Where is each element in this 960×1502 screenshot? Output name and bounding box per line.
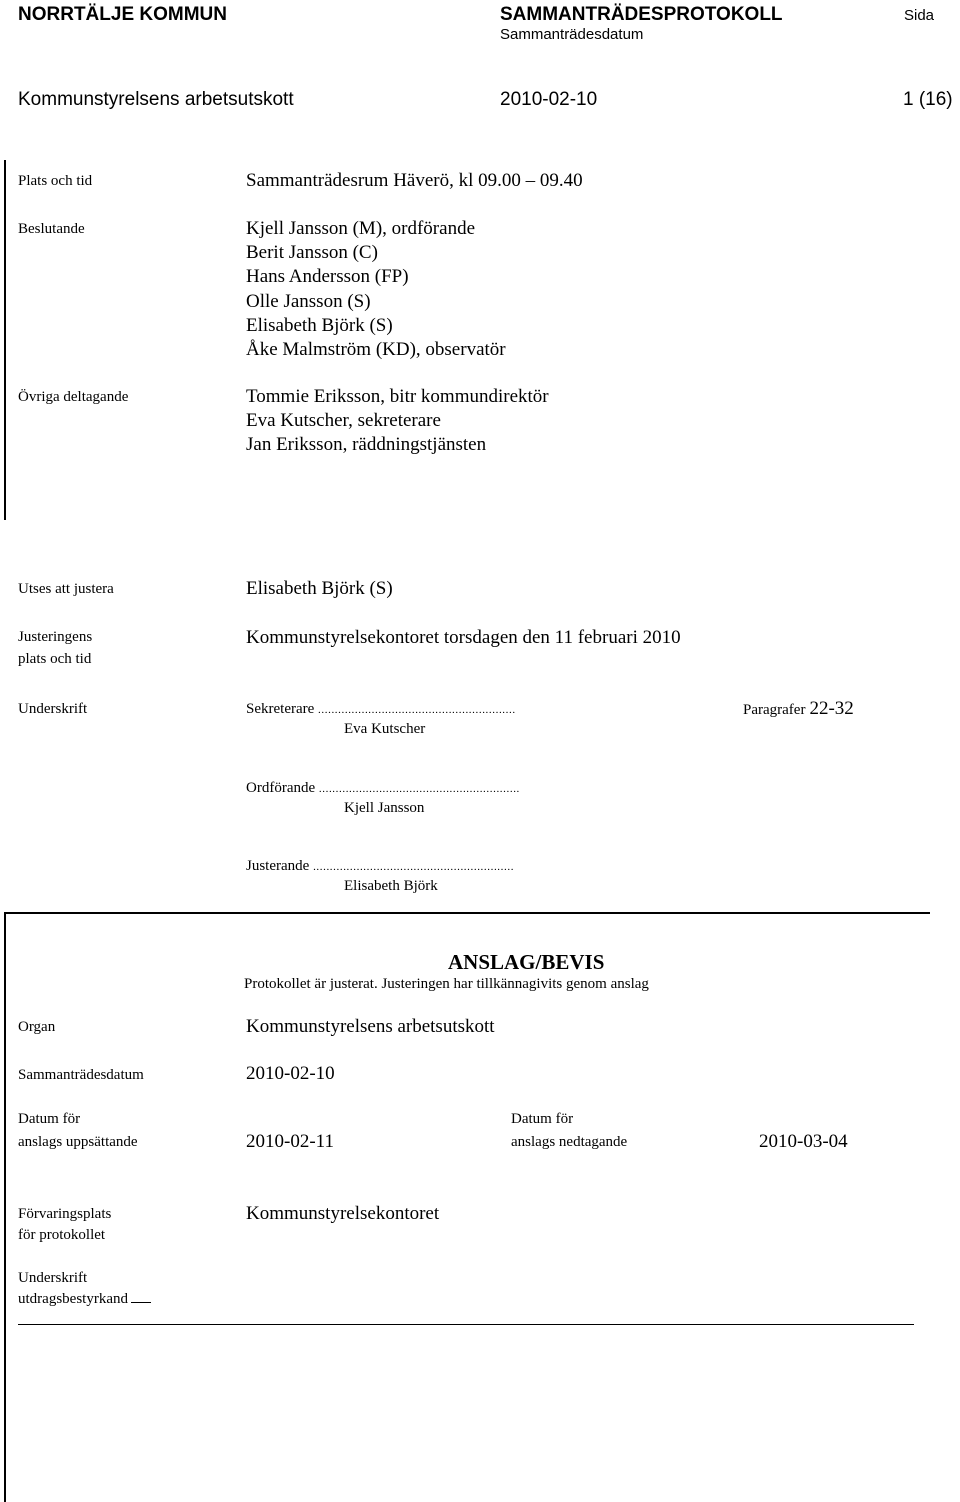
certification-line [18, 1324, 914, 1325]
chair-name: Kjell Jansson [344, 800, 425, 816]
committee-name: Kommunstyrelsens arbetsutskott [18, 89, 294, 110]
paragraphs [743, 698, 854, 720]
cert-underline [131, 1302, 151, 1303]
meeting-date: 2010-02-10 [500, 89, 598, 110]
decider-item: Elisabeth Björk (S) [246, 314, 393, 336]
document-type: SAMMANTRÄDESPROTOKOLL [500, 4, 783, 25]
page-label: Sida [904, 7, 935, 24]
cert-label-2 [18, 1291, 151, 1308]
decider-item: Olle Jansson (S) [246, 290, 371, 312]
secretary-signature-line [246, 701, 516, 718]
posted-label-2: anslags uppsättande [18, 1134, 138, 1150]
cert-label-text: utdragsbestyrkand [18, 1291, 128, 1307]
storage-label-2: för protokollet [18, 1227, 106, 1243]
others-list [246, 385, 549, 458]
decider-item: Åke Malmström (KD), observatör [246, 339, 506, 361]
organ-label: Organ [18, 1019, 56, 1035]
municipality-name: NORRTÄLJE KOMMUN [18, 4, 227, 25]
meeting-date-label: Sammanträdesdatum [18, 1067, 144, 1083]
participant-item: Eva Kutscher, sekreterare [246, 410, 441, 432]
place-label: Plats och tid [18, 173, 93, 189]
storage-value: Kommunstyrelsekontoret [246, 1203, 440, 1224]
secretary-name: Eva Kutscher [344, 721, 426, 737]
participant-item: Jan Eriksson, räddningstjänsten [246, 434, 487, 456]
paragraphs-label: Paragrafer [743, 702, 806, 718]
secretary-label: Sekreterare [246, 701, 315, 717]
adjuster-dots: ............................................................ [313, 861, 515, 873]
posted-label: Datum för [18, 1111, 81, 1127]
notice-title: ANSLAG/BEVIS [448, 950, 605, 974]
signature-label: Underskrift [18, 701, 88, 717]
adjust-place-label: Justeringens [18, 629, 93, 645]
decider-item: Kjell Jansson (M), ordförande [246, 218, 476, 239]
removed-label-2: anslags nedtagande [511, 1134, 628, 1150]
removed-label: Datum för [511, 1111, 574, 1127]
decider-item: Berit Jansson (C) [246, 242, 378, 264]
adjuster-sign-label: Justerande [246, 858, 310, 874]
page-number: 1 (16) [903, 89, 953, 110]
chair-signature-line [246, 780, 520, 797]
others-label: Övriga deltagande [18, 389, 129, 405]
adjuster-value: Elisabeth Björk (S) [246, 578, 393, 599]
adjust-place-value: Kommunstyrelsekontoret torsdagen den 11 februari 2010 [246, 627, 681, 648]
chair-label: Ordförande [246, 780, 316, 796]
meeting-date-value: 2010-02-10 [246, 1063, 335, 1084]
secretary-dots: ........................................................... [318, 704, 516, 716]
removed-date: 2010-03-04 [759, 1131, 848, 1152]
organ-value: Kommunstyrelsens arbetsutskott [246, 1016, 495, 1037]
deciders-label: Beslutande [18, 221, 85, 237]
decider-item: Hans Andersson (FP) [246, 266, 409, 288]
paragraphs-value: 22-32 [809, 698, 854, 719]
adjuster-label: Utses att justera [18, 581, 114, 597]
adjuster-signature-line [246, 858, 514, 875]
notice-subtitle: Protokollet är justerat. Justeringen har tillkännagivits genom anslag [244, 976, 649, 992]
deciders-list [246, 217, 506, 362]
cert-label: Underskrift [18, 1270, 88, 1286]
posted-date: 2010-02-11 [246, 1131, 334, 1152]
margin-line-top [4, 160, 6, 520]
margin-line-bottom [4, 913, 6, 1502]
participant-item: Tommie Eriksson, bitr kommundirektör [246, 386, 549, 407]
adjust-place-label-2: plats och tid [18, 651, 92, 667]
document-subtitle: Sammanträdesdatum [500, 26, 644, 43]
adjuster-sign-name: Elisabeth Björk [344, 878, 438, 894]
chair-dots: ............................................................ [318, 783, 520, 795]
section-divider [4, 912, 930, 914]
storage-label: Förvaringsplats [18, 1206, 112, 1222]
place-value: Sammanträdesrum Häverö, kl 09.00 – 09.40 [246, 170, 583, 191]
